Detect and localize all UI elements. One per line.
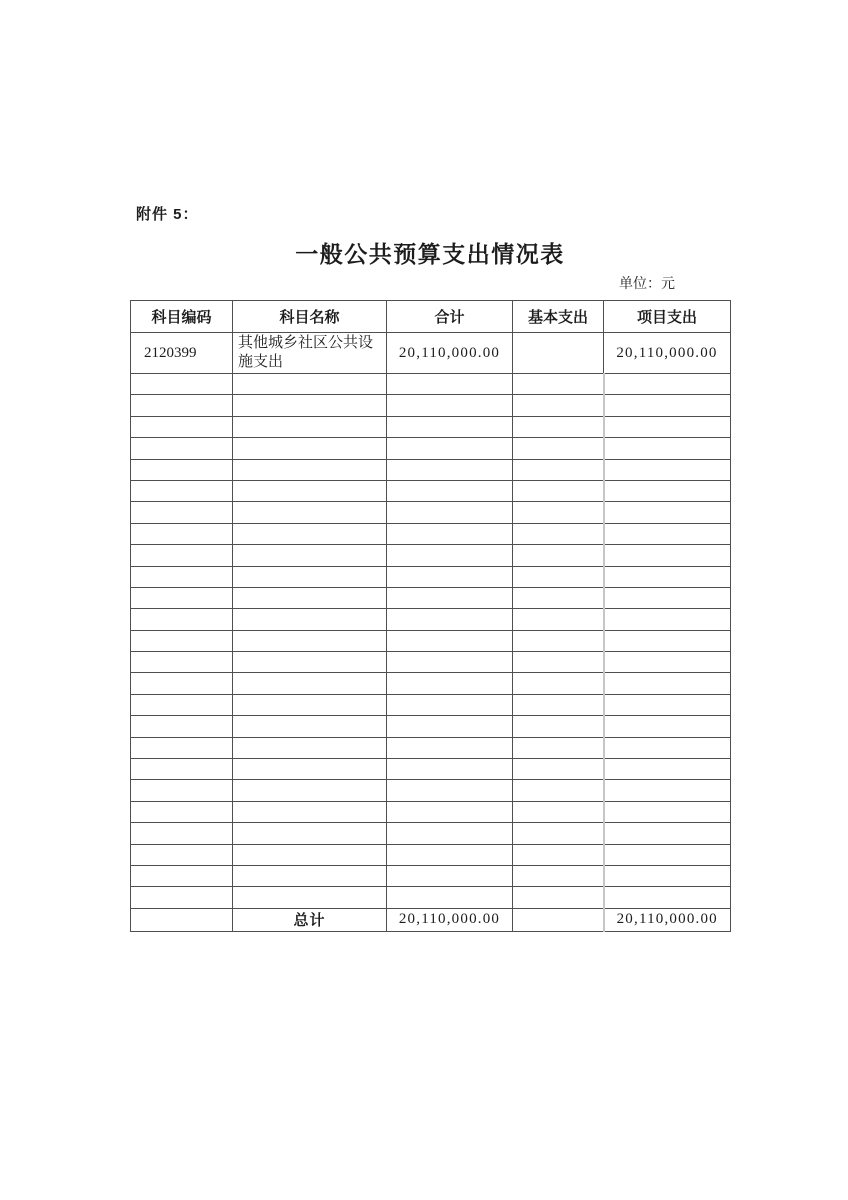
empty-cell bbox=[131, 523, 233, 544]
empty-cell bbox=[513, 395, 604, 416]
empty-cell bbox=[513, 374, 604, 395]
column-header-basic: 基本支出 bbox=[513, 301, 604, 333]
empty-cell bbox=[604, 459, 731, 480]
empty-cell bbox=[387, 844, 513, 865]
empty-cell bbox=[604, 416, 731, 437]
empty-cell bbox=[233, 780, 387, 801]
empty-cell bbox=[233, 480, 387, 501]
empty-cell bbox=[131, 694, 233, 715]
cell-basic-amount bbox=[513, 333, 604, 374]
empty-cell bbox=[513, 652, 604, 673]
empty-cell bbox=[131, 438, 233, 459]
table-row bbox=[131, 333, 731, 374]
empty-cell bbox=[387, 801, 513, 822]
expenditure-table bbox=[130, 300, 731, 932]
empty-cell bbox=[387, 502, 513, 523]
empty-cell bbox=[233, 374, 387, 395]
empty-cell bbox=[387, 438, 513, 459]
empty-cell bbox=[387, 545, 513, 566]
empty-cell bbox=[131, 416, 233, 437]
empty-cell bbox=[131, 673, 233, 694]
empty-cell bbox=[513, 587, 604, 608]
empty-cell bbox=[131, 759, 233, 780]
empty-cell bbox=[387, 374, 513, 395]
cell-footer-label: 总计 bbox=[233, 908, 387, 931]
empty-cell bbox=[387, 587, 513, 608]
empty-cell bbox=[604, 630, 731, 651]
table-header-row bbox=[131, 301, 731, 333]
empty-cell bbox=[513, 566, 604, 587]
empty-cell bbox=[513, 438, 604, 459]
empty-cell bbox=[513, 780, 604, 801]
empty-cell bbox=[387, 865, 513, 886]
cell-footer-basic bbox=[513, 908, 604, 931]
empty-cell bbox=[387, 780, 513, 801]
empty-cell bbox=[233, 523, 387, 544]
empty-cell bbox=[233, 887, 387, 908]
empty-cell bbox=[513, 801, 604, 822]
empty-cell bbox=[513, 844, 604, 865]
empty-row bbox=[131, 801, 731, 822]
empty-rows-section bbox=[131, 374, 731, 909]
empty-cell bbox=[387, 459, 513, 480]
empty-cell bbox=[387, 395, 513, 416]
empty-cell bbox=[131, 780, 233, 801]
table-footer-row bbox=[131, 908, 731, 931]
column-header-total: 合计 bbox=[387, 301, 513, 333]
empty-row bbox=[131, 459, 731, 480]
empty-cell bbox=[131, 652, 233, 673]
empty-cell bbox=[604, 374, 731, 395]
empty-cell bbox=[387, 416, 513, 437]
cell-total-amount: 20,110,000.00 bbox=[387, 333, 513, 374]
empty-cell bbox=[387, 694, 513, 715]
empty-cell bbox=[387, 523, 513, 544]
empty-row bbox=[131, 523, 731, 544]
empty-row bbox=[131, 844, 731, 865]
empty-cell bbox=[131, 716, 233, 737]
empty-cell bbox=[233, 737, 387, 758]
empty-row bbox=[131, 865, 731, 886]
empty-cell bbox=[604, 652, 731, 673]
empty-row bbox=[131, 673, 731, 694]
empty-cell bbox=[233, 395, 387, 416]
attachment-label: 附件 5： bbox=[136, 206, 199, 223]
empty-cell bbox=[131, 587, 233, 608]
empty-cell bbox=[513, 523, 604, 544]
empty-cell bbox=[233, 459, 387, 480]
empty-cell bbox=[131, 609, 233, 630]
empty-cell bbox=[233, 652, 387, 673]
empty-cell bbox=[131, 737, 233, 758]
empty-cell bbox=[604, 759, 731, 780]
empty-cell bbox=[233, 716, 387, 737]
cell-project-amount: 20,110,000.00 bbox=[604, 333, 731, 374]
column-header-code: 科目编码 bbox=[131, 301, 233, 333]
empty-cell bbox=[604, 545, 731, 566]
column-header-name: 科目名称 bbox=[233, 301, 387, 333]
empty-cell bbox=[131, 502, 233, 523]
empty-cell bbox=[604, 823, 731, 844]
empty-cell bbox=[604, 480, 731, 501]
empty-cell bbox=[604, 673, 731, 694]
empty-cell bbox=[233, 502, 387, 523]
empty-row bbox=[131, 737, 731, 758]
empty-cell bbox=[387, 759, 513, 780]
empty-cell bbox=[513, 502, 604, 523]
empty-cell bbox=[233, 609, 387, 630]
empty-cell bbox=[604, 737, 731, 758]
empty-cell bbox=[604, 865, 731, 886]
empty-cell bbox=[131, 480, 233, 501]
unit-label: 单位：元 bbox=[619, 277, 675, 292]
empty-row bbox=[131, 759, 731, 780]
empty-cell bbox=[233, 630, 387, 651]
empty-row bbox=[131, 374, 731, 395]
empty-cell bbox=[604, 587, 731, 608]
empty-cell bbox=[387, 652, 513, 673]
empty-row bbox=[131, 502, 731, 523]
empty-row bbox=[131, 823, 731, 844]
empty-cell bbox=[604, 801, 731, 822]
empty-row bbox=[131, 609, 731, 630]
empty-cell bbox=[604, 395, 731, 416]
empty-cell bbox=[604, 716, 731, 737]
empty-cell bbox=[233, 844, 387, 865]
empty-cell bbox=[604, 844, 731, 865]
cell-subject-name: 其他城乡社区公共设施支出 bbox=[233, 333, 387, 374]
empty-cell bbox=[131, 630, 233, 651]
empty-cell bbox=[233, 673, 387, 694]
cell-footer-total: 20,110,000.00 bbox=[387, 908, 513, 931]
empty-cell bbox=[387, 823, 513, 844]
empty-cell bbox=[387, 609, 513, 630]
empty-row bbox=[131, 566, 731, 587]
empty-row bbox=[131, 587, 731, 608]
empty-cell bbox=[233, 865, 387, 886]
empty-row bbox=[131, 545, 731, 566]
empty-cell bbox=[513, 545, 604, 566]
empty-cell bbox=[233, 438, 387, 459]
empty-cell bbox=[233, 545, 387, 566]
empty-cell bbox=[513, 459, 604, 480]
empty-cell bbox=[604, 566, 731, 587]
empty-cell bbox=[513, 630, 604, 651]
empty-cell bbox=[387, 630, 513, 651]
empty-cell bbox=[513, 416, 604, 437]
empty-cell bbox=[131, 823, 233, 844]
empty-cell bbox=[604, 887, 731, 908]
empty-cell bbox=[131, 865, 233, 886]
empty-cell bbox=[387, 566, 513, 587]
empty-cell bbox=[131, 801, 233, 822]
empty-cell bbox=[131, 566, 233, 587]
empty-row bbox=[131, 630, 731, 651]
empty-cell bbox=[233, 823, 387, 844]
empty-cell bbox=[131, 887, 233, 908]
empty-row bbox=[131, 652, 731, 673]
empty-cell bbox=[387, 716, 513, 737]
empty-cell bbox=[604, 780, 731, 801]
empty-row bbox=[131, 694, 731, 715]
empty-cell bbox=[513, 694, 604, 715]
empty-cell bbox=[233, 587, 387, 608]
empty-cell bbox=[513, 480, 604, 501]
empty-row bbox=[131, 716, 731, 737]
empty-cell bbox=[604, 523, 731, 544]
page-title: 一般公共预算支出情况表 bbox=[295, 242, 565, 267]
empty-cell bbox=[513, 823, 604, 844]
empty-cell bbox=[387, 887, 513, 908]
empty-cell bbox=[604, 609, 731, 630]
empty-cell bbox=[513, 609, 604, 630]
empty-cell bbox=[604, 502, 731, 523]
empty-cell bbox=[513, 887, 604, 908]
empty-cell bbox=[604, 438, 731, 459]
empty-cell bbox=[131, 395, 233, 416]
empty-row bbox=[131, 416, 731, 437]
cell-subject-code: 2120399 bbox=[131, 333, 233, 374]
empty-cell bbox=[233, 416, 387, 437]
empty-row bbox=[131, 480, 731, 501]
empty-cell bbox=[131, 374, 233, 395]
empty-cell bbox=[513, 673, 604, 694]
empty-cell bbox=[513, 737, 604, 758]
empty-row bbox=[131, 438, 731, 459]
empty-cell bbox=[513, 716, 604, 737]
empty-cell bbox=[513, 865, 604, 886]
empty-cell bbox=[387, 673, 513, 694]
empty-cell bbox=[387, 737, 513, 758]
empty-cell bbox=[233, 694, 387, 715]
empty-cell bbox=[233, 566, 387, 587]
empty-cell bbox=[604, 694, 731, 715]
empty-cell bbox=[233, 759, 387, 780]
empty-row bbox=[131, 887, 731, 908]
empty-row bbox=[131, 780, 731, 801]
empty-cell bbox=[131, 545, 233, 566]
cell-footer-code bbox=[131, 908, 233, 931]
cell-footer-project: 20,110,000.00 bbox=[604, 908, 731, 931]
empty-cell bbox=[513, 759, 604, 780]
empty-cell bbox=[233, 801, 387, 822]
empty-cell bbox=[387, 480, 513, 501]
empty-cell bbox=[131, 459, 233, 480]
column-header-project: 项目支出 bbox=[604, 301, 731, 333]
empty-cell bbox=[131, 844, 233, 865]
empty-row bbox=[131, 395, 731, 416]
